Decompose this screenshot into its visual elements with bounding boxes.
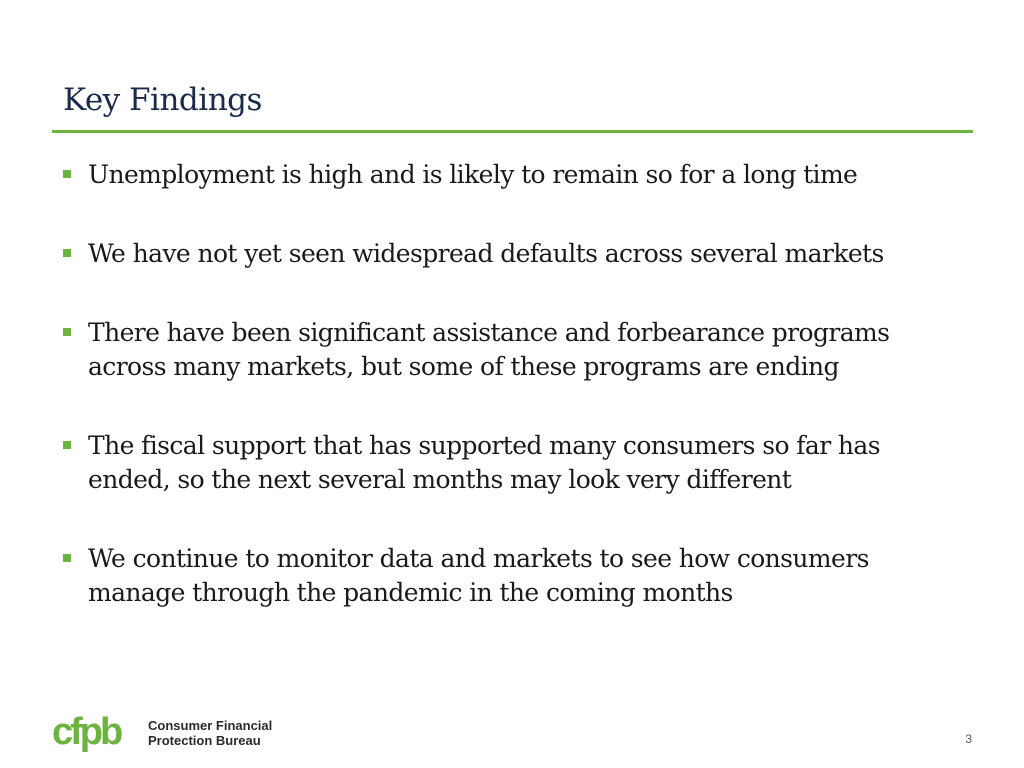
slide-title: Key Findings (63, 82, 262, 118)
bullet-text: The fiscal support that has supported many consumers so far has ended, so the next several months may look very different (88, 431, 880, 494)
bullet-text: There have been significant assistance and forbearance programs across many markets, but some of these programs are ending (88, 318, 890, 381)
bullet-square-icon (63, 441, 71, 449)
bullet-list (62, 158, 962, 655)
bullet-text: Unemployment is high and is likely to remain so for a long time (88, 160, 858, 189)
org-name-line1: Consumer Financial (148, 718, 273, 733)
bullet-square-icon (63, 249, 71, 257)
bullet-square-icon (63, 554, 71, 562)
title-divider (52, 130, 973, 133)
bullet-text: We have not yet seen widespread defaults across several markets (88, 239, 884, 268)
bullet-item (62, 158, 962, 192)
bullet-square-icon (63, 328, 71, 336)
bullet-text: We continue to monitor data and markets to see how consumers manage through the pandemic in the coming months (88, 544, 869, 607)
cfpb-logo-icon (52, 713, 140, 753)
logo-wordmark: cfpb (52, 713, 121, 753)
cfpb-logo (52, 713, 272, 753)
bullet-item (62, 316, 962, 384)
bullet-square-icon (63, 170, 71, 178)
bullet-item (62, 429, 962, 497)
bullet-item (62, 542, 962, 610)
org-name (148, 718, 272, 748)
org-name-line2: Protection Bureau (148, 733, 261, 748)
bullet-item (62, 237, 962, 271)
page-number: 3 (965, 732, 972, 746)
